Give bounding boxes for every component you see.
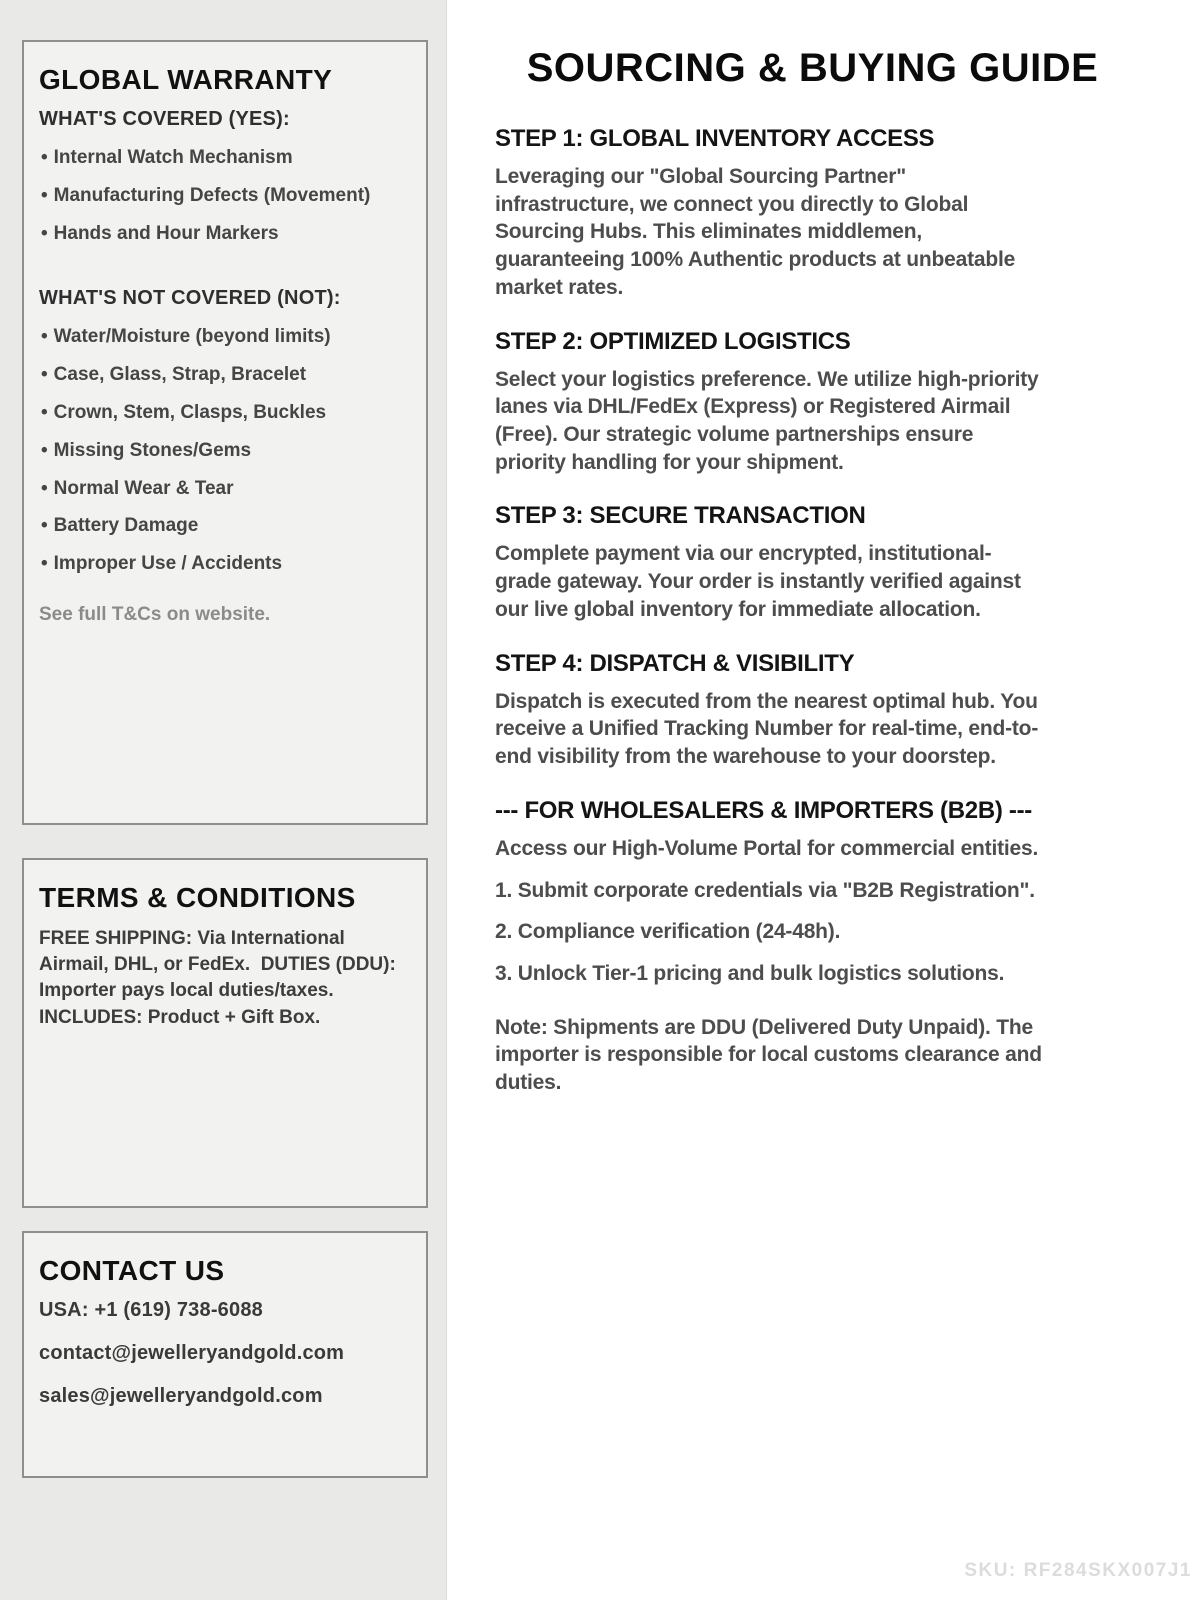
warranty-title: GLOBAL WARRANTY	[39, 64, 333, 95]
step-2-section	[495, 328, 1130, 477]
covered-list	[39, 147, 411, 245]
terms-panel	[22, 858, 428, 1208]
list-item: • Internal Watch Mechanism	[39, 147, 411, 170]
step-1-body: Leveraging our "Global Sourcing Partner" infrastructure, we connect you directly to Global Sourcing Hubs. This eliminates middlemen, guaranteeing 100% Authentic products at unbeatable market rates.	[495, 165, 1016, 299]
list-item: • Manufacturing Defects (Movement)	[39, 185, 411, 208]
list-item: • Missing Stones/Gems	[39, 440, 411, 463]
b2b-item: 3. Unlock Tier-1 pricing and bulk logistics solutions.	[495, 961, 1005, 985]
page-title: SOURCING & BUYING GUIDE	[526, 46, 1099, 90]
b2b-note: Note: Shipments are DDU (Delivered Duty Unpaid). The importer is responsible for local customs clearance and duties.	[495, 1015, 1042, 1095]
list-item: • Crown, Stem, Clasps, Buckles	[39, 402, 411, 425]
b2b-heading: --- FOR WHOLESALERS & IMPORTERS (B2B) ---	[495, 796, 1032, 824]
list-item: • Normal Wear & Tear	[39, 478, 411, 501]
contact-panel	[22, 1231, 428, 1478]
terms-body: FREE SHIPPING: Via International Airmail, DHL, or FedEx. DUTIES (DDU): Importer pays local duties/taxes. INCLUDES: Product + Gift Box.	[39, 928, 402, 1028]
step-4-heading: STEP 4: DISPATCH & VISIBILITY	[495, 649, 855, 677]
covered-heading: WHAT'S COVERED (YES):	[39, 108, 290, 130]
step-4-body: Dispatch is executed from the nearest optimal hub. You receive a Unified Tracking Number for real-time, end-to-end visibility from the warehouse to your doorstep.	[495, 689, 1039, 769]
step-2-heading: STEP 2: OPTIMIZED LOGISTICS	[495, 327, 851, 355]
not-covered-heading: WHAT'S NOT COVERED (NOT):	[39, 287, 341, 310]
contact-email: contact@jewelleryandgold.com	[39, 1342, 345, 1364]
warranty-panel	[22, 40, 428, 825]
sku-label: SKU: RF284SKX007J1	[964, 1560, 1192, 1581]
sales-email: sales@jewelleryandgold.com	[39, 1385, 323, 1407]
step-3-body: Complete payment via our encrypted, institutional-grade gateway. Your order is instantly verified against our live global inventory for immediate allocation.	[495, 542, 1021, 621]
list-item: • Battery Damage	[39, 515, 411, 538]
contact-phone: USA: +1 (619) 738-6088	[39, 1299, 263, 1321]
step-2-body: Select your logistics preference. We utilize high-priority lanes via DHL/FedEx (Express) or Registered Airmail (Free). Our strategic volume partnerships ensure priority handling for your shipment.	[495, 367, 1039, 474]
step-1-heading: STEP 1: GLOBAL INVENTORY ACCESS	[495, 125, 935, 152]
step-3-heading: STEP 3: SECURE TRANSACTION	[495, 502, 866, 530]
step-1-section	[495, 125, 1130, 302]
main-content	[447, 0, 1200, 1600]
b2b-item: 1. Submit corporate credentials via "B2B Registration".	[495, 878, 1035, 902]
step-3-section	[495, 502, 1130, 623]
list-item: • Hands and Hour Markers	[39, 223, 411, 246]
b2b-intro: Access our High-Volume Portal for commercial entities.	[495, 836, 1039, 860]
terms-title: TERMS & CONDITIONS	[39, 882, 356, 913]
contact-title: CONTACT US	[39, 1255, 225, 1286]
list-item: • Case, Glass, Strap, Bracelet	[39, 364, 411, 387]
b2b-item: 2. Compliance verification (24-48h).	[495, 920, 841, 944]
warranty-footnote: See full T&Cs on website.	[39, 603, 271, 625]
step-4-section	[495, 650, 1130, 771]
not-covered-list	[39, 326, 411, 576]
list-item: • Improper Use / Accidents	[39, 553, 411, 576]
list-item: • Water/Moisture (beyond limits)	[39, 326, 411, 349]
b2b-section	[495, 797, 1130, 1097]
sidebar	[0, 0, 447, 1600]
